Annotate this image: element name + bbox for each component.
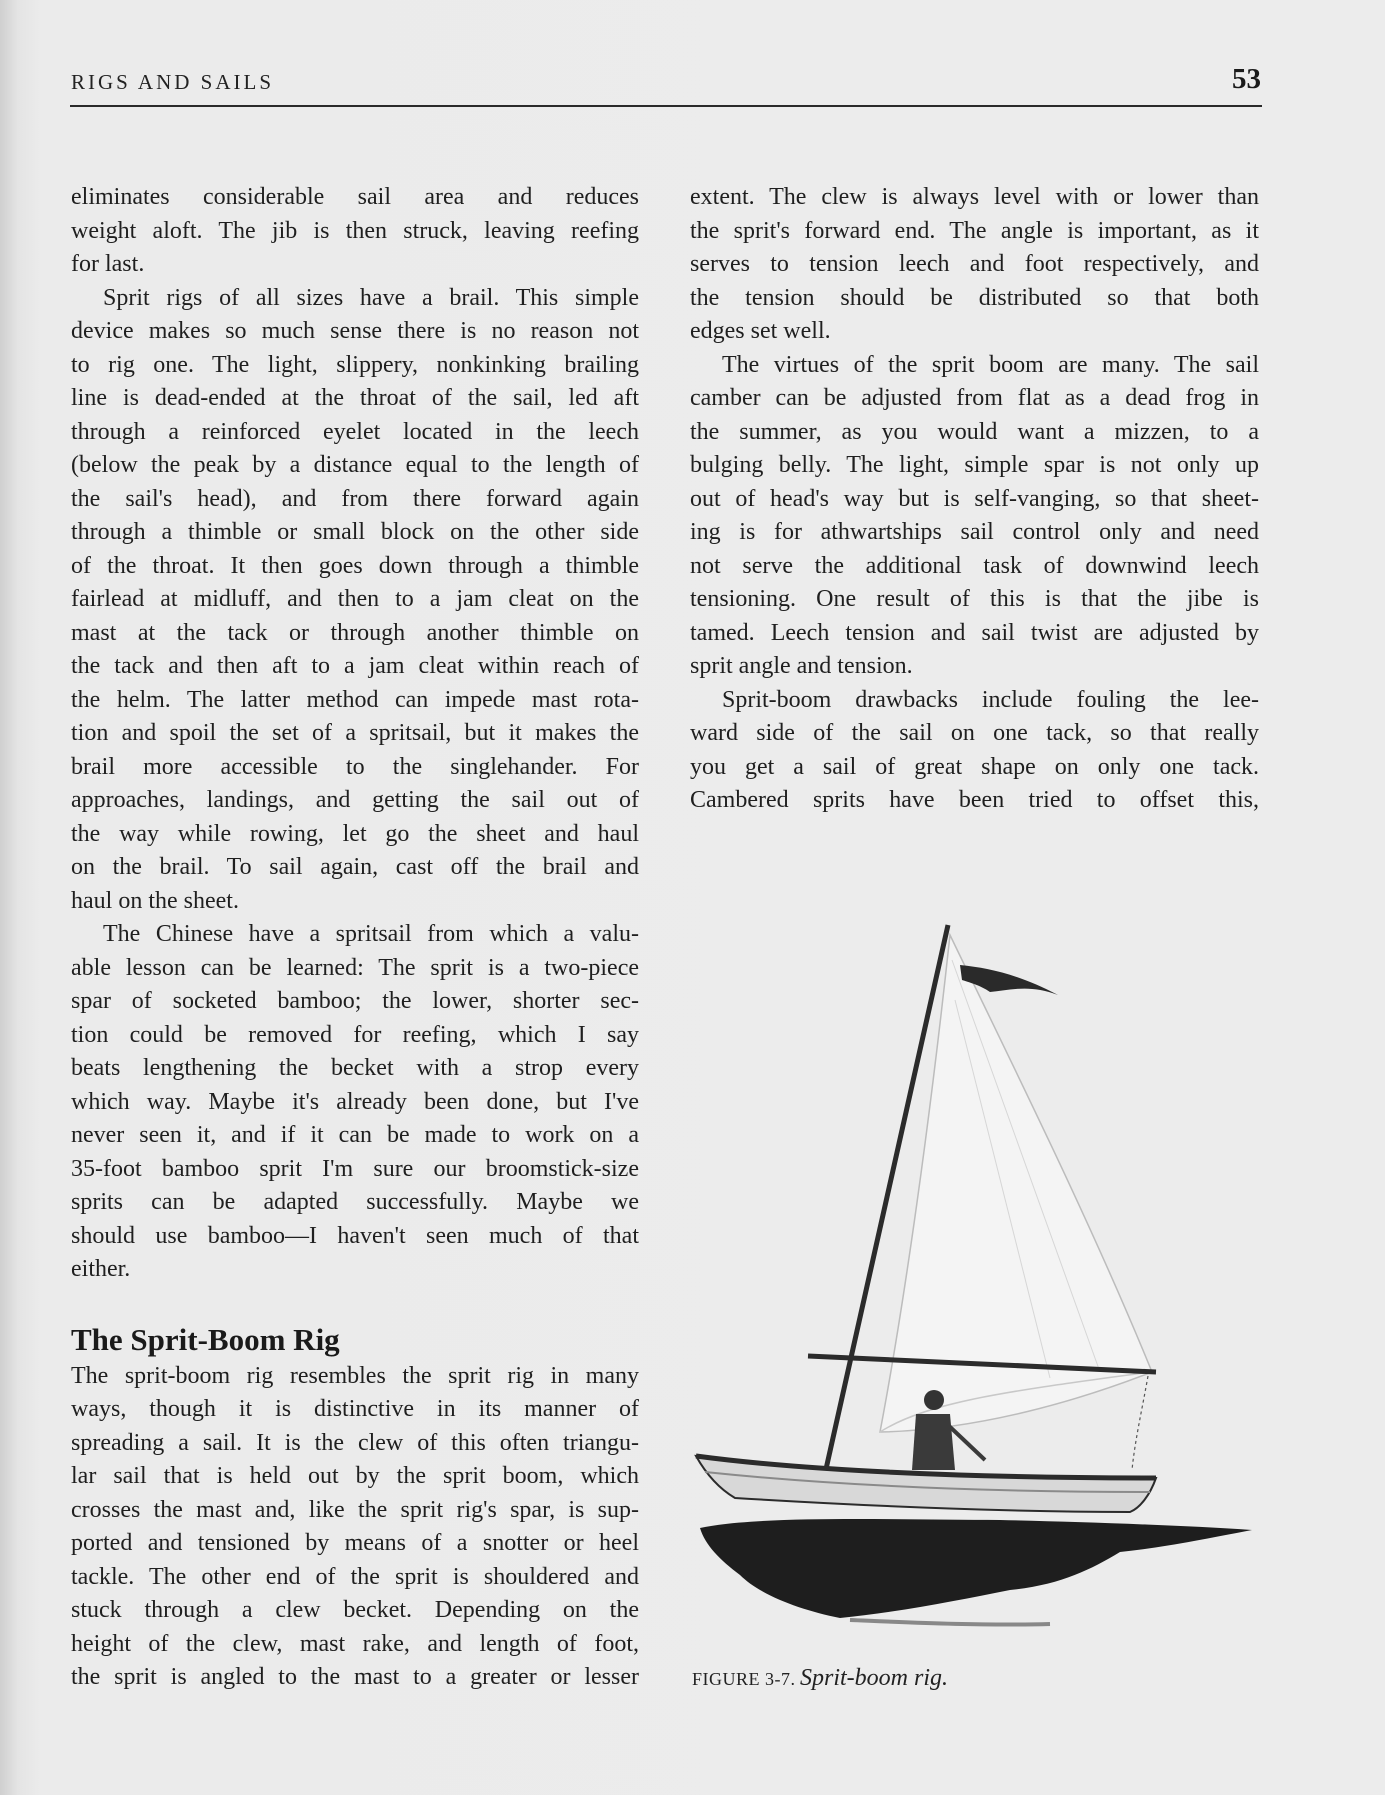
text-line: brail more accessible to the singlehander. For bbox=[71, 753, 639, 780]
text-line: the sail's head), and from there forward again bbox=[71, 485, 639, 512]
text-line: the sprit is angled to the mast to a greater or lesser bbox=[71, 1664, 639, 1690]
text-line: Sprit rigs of all sizes have a brail. This simple bbox=[103, 284, 639, 311]
text-line: the tension should be distributed so that both bbox=[690, 284, 1259, 311]
text-line: never seen it, and if it can be made to work on a bbox=[71, 1122, 639, 1148]
text-line: the sprit's forward end. The angle is important, as it bbox=[690, 217, 1259, 244]
text-line: height of the clew, mast rake, and length of foot, bbox=[71, 1630, 639, 1657]
text-line: tamed. Leech tension and sail twist are adjusted by bbox=[690, 619, 1259, 646]
text-line: stuck through a clew becket. Depending on the bbox=[71, 1597, 639, 1623]
text-line: beats lengthening the becket with a strop every bbox=[71, 1055, 639, 1081]
text-line: line is dead-ended at the throat of the sail, led aft bbox=[71, 385, 639, 411]
figure-label: FIGURE 3-7. bbox=[692, 1669, 796, 1689]
text-line: which way. Maybe it's already been done, but I've bbox=[71, 1088, 639, 1115]
text-line: you get a sail of great shape on only one tack. bbox=[690, 753, 1259, 780]
right-column bbox=[690, 181, 1259, 818]
page-number: 53 bbox=[1232, 63, 1261, 95]
text-line: through a reinforced eyelet located in the leech bbox=[71, 418, 639, 445]
text-line: of the throat. It then goes down through a thimble bbox=[71, 552, 639, 579]
text-line: not serve the additional task of downwind leech bbox=[690, 552, 1259, 579]
paragraph bbox=[71, 918, 639, 1287]
text-line: tion could be removed for reefing, which I say bbox=[71, 1021, 639, 1048]
paragraph bbox=[71, 181, 639, 282]
text-line: The virtues of the sprit boom are many. The sail bbox=[722, 351, 1259, 378]
text-line: tackle. The other end of the sprit is shouldered and bbox=[71, 1563, 639, 1590]
sail bbox=[880, 935, 1152, 1432]
sprit-boom-rig-illustration bbox=[680, 910, 1270, 1640]
text-line: Sprit-boom drawbacks include fouling the lee- bbox=[722, 686, 1259, 713]
text-line: 35-foot bamboo sprit I'm sure our broomstick-size bbox=[71, 1155, 639, 1182]
paragraph bbox=[690, 349, 1259, 684]
text-line: bulging belly. The light, simple spar is not only up bbox=[690, 452, 1259, 478]
text-line: eliminates considerable sail area and reduces bbox=[71, 184, 639, 210]
paragraph bbox=[71, 282, 639, 919]
running-head: RIGS AND SAILS bbox=[71, 70, 275, 94]
section-heading: The Sprit-Boom Rig bbox=[71, 1321, 340, 1357]
figure-caption bbox=[692, 1665, 948, 1692]
text-line: camber can be adjusted from flat as a dead frog in bbox=[690, 385, 1259, 411]
text-line: lar sail that is held out by the sprit boom, which bbox=[71, 1463, 639, 1489]
text-line: ing is for athwartships sail control only and need bbox=[690, 519, 1259, 545]
text-line: able lesson can be learned: The sprit is a two-piece bbox=[71, 954, 639, 981]
text-line: should use bamboo—I haven't seen much of that bbox=[71, 1222, 639, 1249]
paragraph bbox=[690, 684, 1259, 818]
right-body-text bbox=[690, 181, 1259, 818]
sailor-head bbox=[924, 1390, 944, 1410]
section-body-text bbox=[71, 1360, 639, 1695]
text-line: sprit angle and tension. bbox=[690, 653, 913, 679]
text-line: ward side of the sail on one tack, so that really bbox=[690, 720, 1259, 746]
text-line: serves to tension leech and foot respectively, and bbox=[690, 251, 1259, 277]
text-line: extent. The clew is always level with or lower than bbox=[690, 184, 1259, 210]
text-line: The Chinese have a spritsail from which a valu- bbox=[103, 921, 639, 947]
paragraph bbox=[690, 181, 1259, 349]
water-reflection bbox=[700, 1519, 1252, 1618]
text-line: for last. bbox=[71, 251, 145, 277]
text-line: tion and spoil the set of a spritsail, but it makes the bbox=[71, 720, 639, 746]
text-line: edges set well. bbox=[690, 318, 831, 344]
text-line: through a thimble or small block on the other side bbox=[71, 519, 639, 545]
text-line: to rig one. The light, slippery, nonkinking brailing bbox=[71, 351, 639, 378]
text-line: the summer, as you would want a mizzen, to a bbox=[690, 418, 1259, 445]
text-line: approaches, landings, and getting the sail out of bbox=[71, 787, 639, 813]
text-line: The sprit-boom rig resembles the sprit rig in many bbox=[71, 1362, 639, 1389]
text-line: sprits can be adapted successfully. Maybe we bbox=[71, 1189, 639, 1215]
left-body-text bbox=[71, 181, 639, 1287]
text-line: tensioning. One result of this is that the jibe is bbox=[690, 586, 1259, 612]
figure-title: Sprit-boom rig. bbox=[800, 1665, 949, 1691]
text-line: the helm. The latter method can impede mast rota- bbox=[71, 686, 639, 713]
text-line: crosses the mast and, like the sprit rig's spar, is sup- bbox=[71, 1496, 639, 1523]
text-line: the way while rowing, let go the sheet and haul bbox=[71, 820, 639, 847]
text-line: spar of socketed bamboo; the lower, shorter sec- bbox=[71, 988, 639, 1014]
text-line: Cambered sprits have been tried to offset this, bbox=[690, 787, 1259, 813]
sailor bbox=[912, 1414, 955, 1470]
text-line: weight aloft. The jib is then struck, leaving reefing bbox=[71, 217, 639, 244]
left-column bbox=[71, 181, 639, 1695]
text-line: device makes so much sense there is no reason not bbox=[71, 318, 639, 344]
text-line: mast at the tack or through another thimble on bbox=[71, 619, 639, 646]
paragraph bbox=[71, 1360, 639, 1695]
text-line: spreading a sail. It is the clew of this often triangu- bbox=[71, 1429, 639, 1456]
text-line: ways, though it is distinctive in its manner of bbox=[71, 1396, 639, 1422]
header-rule bbox=[70, 105, 1262, 107]
text-line: on the brail. To sail again, cast off the brail and bbox=[71, 854, 639, 880]
text-line: either. bbox=[71, 1256, 131, 1282]
text-line: haul on the sheet. bbox=[71, 887, 239, 914]
text-line: fairlead at midluff, and then to a jam cleat on the bbox=[71, 586, 639, 612]
text-line: (below the peak by a distance equal to the length of bbox=[71, 452, 639, 478]
text-line: ported and tensioned by means of a snotter or heel bbox=[71, 1530, 639, 1556]
text-line: out of head's way but is self-vanging, so that sheet- bbox=[690, 485, 1259, 512]
text-line: the tack and then aft to a jam cleat within reach of bbox=[71, 653, 639, 679]
